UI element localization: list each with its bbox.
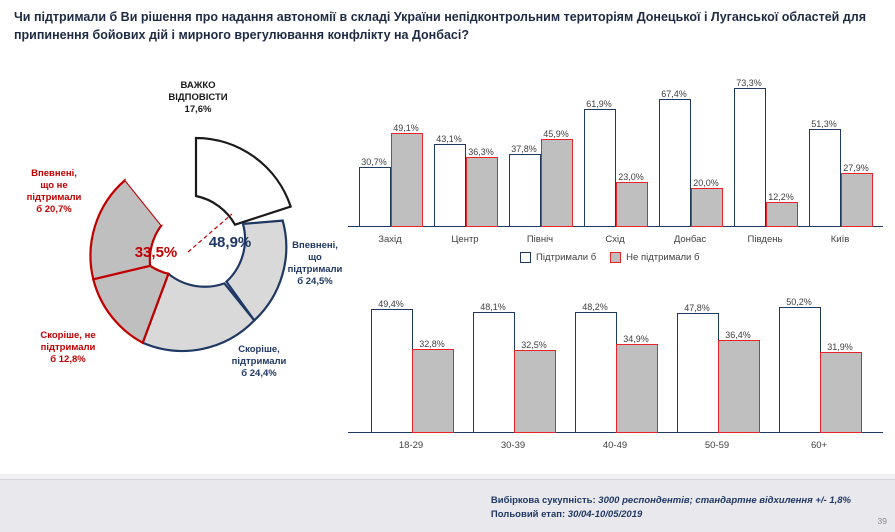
- cat-age-50-59: 50-59: [704, 440, 730, 451]
- legend-item-not-support: [610, 252, 699, 263]
- center-value-not-support: 33,5%: [134, 244, 178, 261]
- footer-line-2: [491, 508, 851, 522]
- value-centr-not-support: 36,3%: [468, 147, 494, 157]
- group-kyiv: [806, 77, 874, 227]
- value-age-50-59-support: 47,8%: [684, 303, 710, 313]
- cat-age-18-29: 18-29: [398, 440, 424, 451]
- value-zahid-not-support: 49,1%: [393, 123, 419, 133]
- chart-age: [348, 280, 888, 455]
- group-pivden: [731, 77, 799, 227]
- cat-zahid: Захід: [378, 234, 402, 245]
- value-age-18-29-not-support: 32,8%: [419, 339, 445, 349]
- bar-kyiv-not-support: [841, 173, 873, 227]
- value-age-18-29-support: 49,4%: [378, 299, 404, 309]
- cat-age-30-39: 30-39: [500, 440, 526, 451]
- group-zahid: [356, 77, 424, 227]
- bar-pivden-not-support: [766, 202, 798, 227]
- cat-centr: Центр: [451, 234, 479, 245]
- page-number: 39: [877, 516, 887, 526]
- bar-age-50-59-not-support: [718, 340, 760, 433]
- bar-donbas-support: [659, 99, 691, 227]
- group-age-30-39: [465, 288, 561, 433]
- bar-shid-not-support: [616, 182, 648, 227]
- group-donbas: [656, 77, 724, 227]
- bar-age-18-29-not-support: [412, 349, 454, 433]
- value-pivnich-not-support: 45,9%: [543, 129, 569, 139]
- page-title: Чи підтримали б Ви рішення про надання автономії в складі України непідконтрольним територіям Донецької і Луганської областей для припинення бойових дій і мирного врегулювання конфлікту на Донбасі?: [14, 10, 866, 43]
- footer-line-1: [491, 494, 851, 508]
- bar-age-60plus-support: [779, 307, 821, 433]
- label-rather-support: Скоріше, підтримали б 24,4%: [231, 344, 287, 379]
- legend-swatch-support: [520, 252, 531, 263]
- group-age-18-29: [363, 288, 459, 433]
- value-donbas-not-support: 20,0%: [693, 178, 719, 188]
- footer-note: [491, 494, 851, 523]
- label-definitely-support: Впевнені, що підтримали б 24,5%: [287, 240, 343, 287]
- bar-shid-support: [584, 109, 616, 227]
- bar-zahid-support: [359, 167, 391, 227]
- slice-hard-to-answer: [196, 138, 291, 225]
- value-shid-not-support: 23,0%: [618, 172, 644, 182]
- footer-line-1-rest: 3000 респондентів; стандартне відхилення +/- 1,8%: [595, 494, 851, 506]
- chart-legend: [520, 252, 699, 263]
- value-age-40-49-not-support: 34,9%: [623, 334, 649, 344]
- cat-age-40-49: 40-49: [602, 440, 628, 451]
- value-donbas-support: 67,4%: [661, 89, 687, 99]
- footer-line-2-rest: 30/04-10/05/2019: [565, 508, 643, 520]
- value-centr-support: 43,1%: [436, 134, 462, 144]
- footer-line-2-lead: Польовий етап:: [490, 508, 566, 520]
- value-kyiv-not-support: 27,9%: [843, 163, 869, 173]
- value-age-30-39-support: 48,1%: [480, 302, 506, 312]
- label-rather-not-support: Скоріше, не підтримали б 12,8%: [40, 330, 96, 365]
- cat-shid: Схід: [605, 234, 625, 245]
- center-value-support: 48,9%: [208, 234, 252, 251]
- cat-age-60plus: 60+: [810, 440, 828, 451]
- donut-chart: [8, 62, 348, 392]
- bar-age-50-59-support: [677, 313, 719, 433]
- group-shid: [581, 77, 649, 227]
- label-definitely-not-support: Впевнені, що не підтримали б 20,7%: [26, 168, 82, 215]
- value-age-40-49-support: 48,2%: [582, 302, 608, 312]
- value-age-60plus-support: 50,2%: [786, 297, 812, 307]
- bar-donbas-not-support: [691, 188, 723, 227]
- cat-donbas: Донбас: [673, 234, 707, 245]
- value-pivden-not-support: 12,2%: [768, 192, 794, 202]
- value-pivden-support: 73,3%: [736, 78, 762, 88]
- bar-centr-not-support: [466, 157, 498, 227]
- bar-age-40-49-support: [575, 312, 617, 433]
- value-age-30-39-not-support: 32,5%: [521, 340, 547, 350]
- group-pivnich: [506, 77, 574, 227]
- legend-swatch-not-support: [610, 252, 621, 263]
- bar-kyiv-support: [809, 129, 841, 227]
- group-centr: [431, 77, 499, 227]
- bar-age-40-49-not-support: [616, 344, 658, 433]
- group-age-50-59: [669, 288, 765, 433]
- value-pivnich-support: 37,8%: [511, 144, 537, 154]
- bar-pivnich-support: [509, 154, 541, 227]
- value-zahid-support: 30,7%: [361, 157, 387, 167]
- bar-age-30-39-support: [473, 312, 515, 433]
- footer-line-1-lead: Вибіркова сукупність:: [490, 494, 596, 506]
- group-age-40-49: [567, 288, 663, 433]
- bar-age-60plus-not-support: [820, 352, 862, 433]
- cat-pivnich: Північ: [526, 234, 554, 245]
- bar-age-30-39-not-support: [514, 350, 556, 433]
- bar-age-18-29-support: [371, 309, 413, 433]
- group-age-60plus: [771, 288, 867, 433]
- cat-kyiv: Київ: [830, 234, 850, 245]
- chart-regions: [348, 64, 888, 249]
- value-age-60plus-not-support: 31,9%: [827, 342, 853, 352]
- legend-item-support: [520, 252, 596, 263]
- value-kyiv-support: 51,3%: [811, 119, 837, 129]
- legend-label-support: Підтримали б: [536, 252, 597, 263]
- bar-zahid-not-support: [391, 133, 423, 227]
- bar-pivden-support: [734, 88, 766, 227]
- value-age-50-59-not-support: 36,4%: [725, 330, 751, 340]
- cat-pivden: Південь: [747, 234, 783, 245]
- value-shid-support: 61,9%: [586, 99, 612, 109]
- label-hard-to-answer: ВАЖКО ВІДПОВІСТИ 17,6%: [168, 80, 228, 115]
- footer-bar: [0, 479, 895, 532]
- legend-label-not-support: Не підтримали б: [626, 252, 700, 263]
